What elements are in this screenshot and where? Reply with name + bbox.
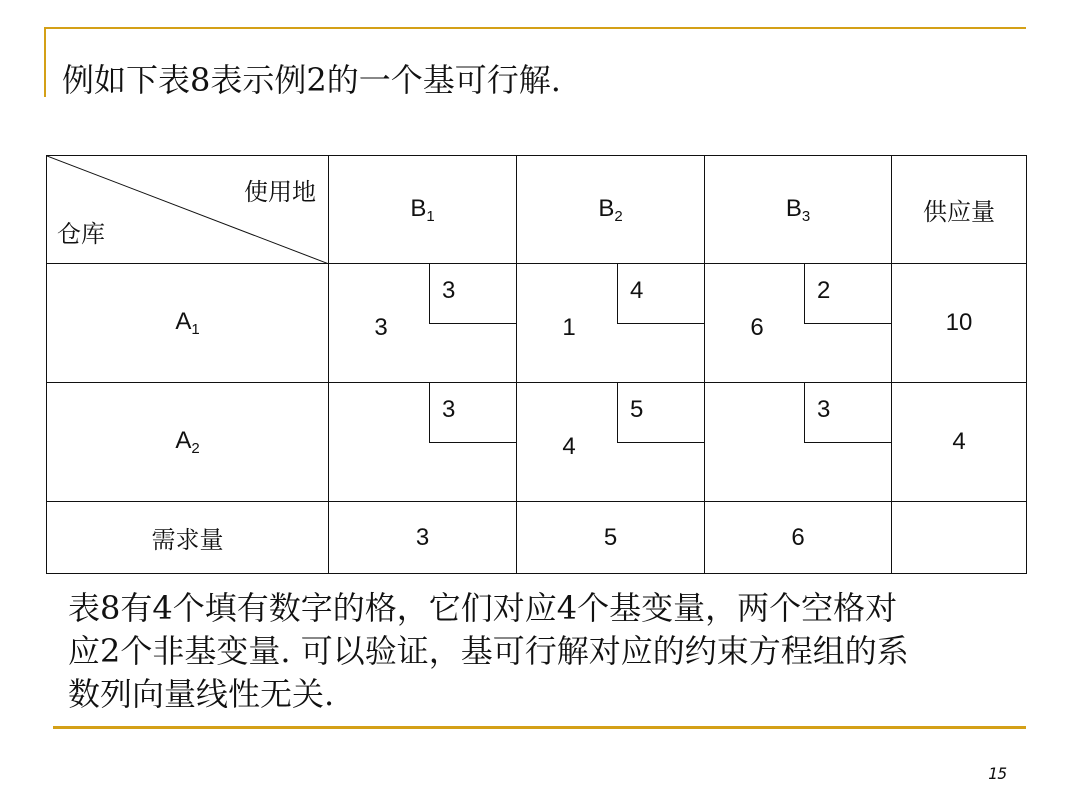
demand-b2: 5 bbox=[517, 502, 705, 574]
demand-b1: 3 bbox=[329, 502, 517, 574]
supply-a1: 10 bbox=[892, 264, 1027, 383]
table-header-row bbox=[47, 156, 1027, 264]
cost-box: 3 bbox=[429, 263, 517, 324]
table-row-a2 bbox=[47, 383, 1027, 502]
cost-box: 5 bbox=[617, 382, 705, 443]
cost-box: 3 bbox=[429, 382, 517, 443]
row-label-a2: $A_2$ bbox=[47, 383, 329, 502]
accent-line-top bbox=[44, 27, 1026, 29]
cell-a1-b3 bbox=[705, 264, 892, 383]
col-header-b1: $B_1$ bbox=[329, 156, 517, 264]
corner-top-label: 使用地 bbox=[244, 178, 316, 206]
corner-bottom-label: 仓库 bbox=[57, 220, 105, 248]
cost-box: 4 bbox=[617, 263, 705, 324]
demand-b3: 6 bbox=[705, 502, 892, 574]
col-header-b3: $B_3$ bbox=[705, 156, 892, 264]
allocation-value: 3 bbox=[374, 314, 388, 341]
page-number: 15 bbox=[988, 764, 1008, 783]
table-row-a1 bbox=[47, 264, 1027, 383]
corner-cell bbox=[47, 156, 329, 264]
cost-box: 3 bbox=[804, 382, 892, 443]
paragraph-line: 表8有4个填有数字的格，它们对应4个基变量，两个空格对 bbox=[68, 589, 898, 627]
cell-a2-b3 bbox=[705, 383, 892, 502]
allocation-value: 4 bbox=[562, 433, 576, 460]
slide-heading: 例如下表8表示例2的一个基可行解. bbox=[62, 61, 561, 99]
col-header-b2: $B_2$ bbox=[517, 156, 705, 264]
supply-header: 供应量 bbox=[892, 156, 1027, 264]
table-row-demand bbox=[47, 502, 1027, 574]
cell-a2-b2 bbox=[517, 383, 705, 502]
allocation-value: 1 bbox=[562, 314, 576, 341]
cell-a1-b1 bbox=[329, 264, 517, 383]
cost-box: 2 bbox=[804, 263, 892, 324]
paragraph-line: 应2个非基变量. 可以验证，基可行解对应的约束方程组的系 bbox=[68, 632, 909, 670]
cell-a2-b1 bbox=[329, 383, 517, 502]
explanation-paragraph bbox=[68, 587, 1028, 716]
row-label-a1: $A_1$ bbox=[47, 264, 329, 383]
accent-line-bottom bbox=[53, 726, 1026, 729]
supply-a2: 4 bbox=[892, 383, 1027, 502]
cell-a1-b2 bbox=[517, 264, 705, 383]
paragraph-line: 数列向量线性无关. bbox=[68, 675, 335, 713]
allocation-value: 6 bbox=[750, 314, 764, 341]
accent-line-left bbox=[44, 27, 46, 97]
transport-table bbox=[46, 155, 1027, 574]
demand-total bbox=[892, 502, 1027, 574]
demand-label: 需求量 bbox=[47, 502, 329, 574]
